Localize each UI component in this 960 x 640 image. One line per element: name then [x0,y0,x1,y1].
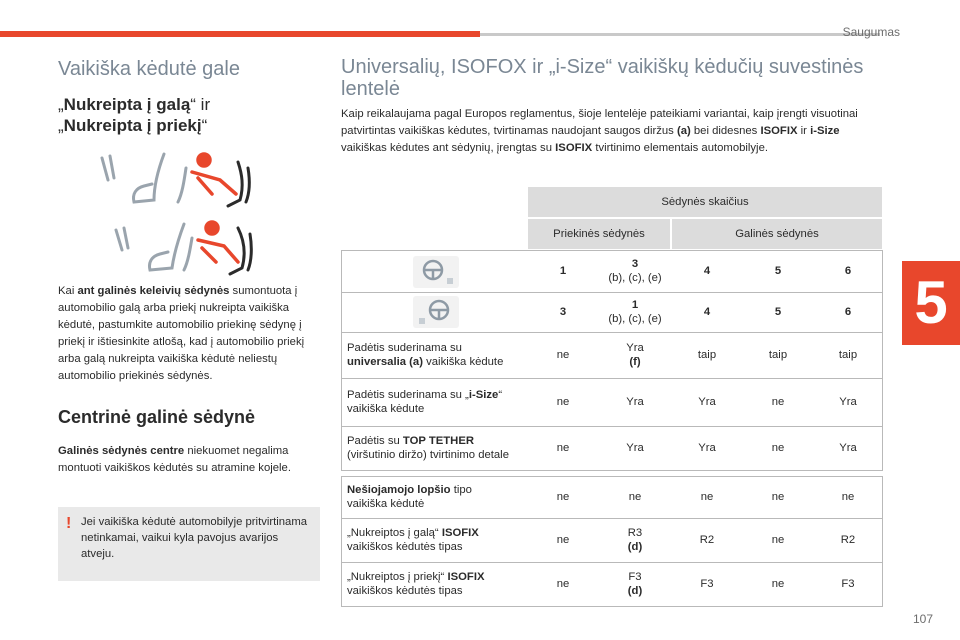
cell-r3-c3: Yra [698,396,716,408]
top-accent-bar [0,31,480,37]
cell-r2-c4: taip [768,349,788,361]
header-front-seats: Priekinės sėdynės [527,218,671,250]
warning-icon: ! [66,515,72,532]
center-seat-paragraph: Galinės sėdynės centre niekuomet negalima montuoti vaikiškos kėdutės su atramine kojele. [58,445,291,474]
chapter-title: Saugumas [842,25,900,39]
intro-paragraph: Kaip reikalaujama pagal Europos reglamentus, šioje lentelėje pateikiami variantai, kaip įrengti visuotinai patvirtintas vaikiškas kėdutes, tvirtinamas naudojant saugos diržus (a) bei didesnes ISOFIX ir i-Size vaikiškas kėdutes ant sėdynių, įrengtas su ISOFIX tvirtinimo elementais automobilyje. [341,108,858,154]
cell-r0-c1: 1 [559,265,567,277]
section-subtitle: „Nukreipta į galą“ ir „Nukreipta į priekį“ [58,95,211,135]
cell-r7-c1: ne [556,578,570,590]
cell-r2-c5: taip [838,349,858,361]
table-section-title: Universalių, ISOFOX ir „i-Size“ vaikiškų kėdučių suvestinės lentelė [341,56,864,100]
cell-r5-c5: ne [841,491,855,503]
cell-r2-c2: Yra (f) [626,342,644,368]
cell-r4-c4: ne [771,442,785,454]
cell-r1-c4: 5 [774,306,782,318]
cell-r6-c1: ne [556,534,570,546]
row-label-isize: Padėtis suderinama su „i-Size“ vaikiška kėdute [347,389,503,415]
forward-facing-seat-icon [116,224,192,270]
center-seat-title: Centrinė galinė sėdynė [58,407,256,427]
row-label-rear-isofix: „Nukreiptos į galą“ ISOFIX vaikiškos kėdutės tipas [347,527,479,553]
rear-seat-paragraph: Kai ant galinės keleivių sėdynės sumontuota į automobilio galą arba priekį nukreipta vaikiška kėdutė, pastumkite automobilio priekinę sėdynę į priekį ir ištiesinkite atlošą, kad į automobilio priekį arba galą nukreipta vaikiška kėdutė neliestų automobilio priekinės sėdynės. [58,285,305,382]
cell-r2-c1: ne [556,349,570,361]
cell-r1-c1: 3 [559,306,567,318]
child-in-seat-icon [192,154,236,194]
cell-r3-c2: Yra [626,396,644,408]
cell-r0-c3: 4 [703,265,711,277]
page-number: 107 [913,612,934,626]
warning-text: Jei vaikiška kėdutė automobilyje pritvirtinama netinkamai, vaikui kyla pavojus avarijos atveju. [81,516,308,560]
cell-r0-c4: 5 [774,265,782,277]
row-label-carrycot: Nešiojamojo lopšio tipo vaikiška kėdutė [347,484,472,510]
top-divider [480,33,880,36]
header-rear-seats: Galinės sėdynės [671,218,883,250]
cell-r7-c3: F3 [700,578,714,590]
cell-r4-c1: ne [556,442,570,454]
cell-r3-c5: Yra [839,396,857,408]
cell-r3-c4: ne [771,396,785,408]
cell-r0-c2: 3 (b), (c), (e) [608,258,662,284]
steering-wheel-right-icon [413,296,459,328]
left-column [58,56,320,136]
row-label-forward-isofix: „Nukreiptos į priekį“ ISOFIX vaikiškos kėdutės tipas [347,571,485,597]
row-label-universal: Padėtis suderinama su universalia (a) vaikiška kėdute [347,342,504,368]
cell-r4-c5: Yra [839,442,857,454]
header-seat-numbers: Sėdynės skaičius [527,186,883,218]
cell-r6-c4: ne [771,534,785,546]
cell-r3-c1: ne [556,396,570,408]
cell-r1-c3: 4 [703,306,711,318]
cell-r7-c5: F3 [841,578,855,590]
cell-r7-c4: ne [771,578,785,590]
warning-box [58,507,320,581]
cell-r0-c5: 6 [844,265,852,277]
cell-r5-c3: ne [700,491,714,503]
cell-r4-c2: Yra [626,442,644,454]
cell-r6-c2: R3 (d) [627,527,643,553]
cell-r5-c4: ne [771,491,785,503]
child-seat-illustration [88,150,258,290]
cell-r4-c3: Yra [698,442,716,454]
cell-r6-c3: R2 [699,534,715,546]
cell-r1-c5: 6 [844,306,852,318]
cell-r2-c3: taip [697,349,717,361]
child-forward-icon [198,222,238,262]
section-title: Vaikiška kėdutė gale [58,58,240,80]
cell-r7-c2: F3 (d) [627,571,643,597]
cell-r6-c5: R2 [840,534,856,546]
cell-r5-c1: ne [556,491,570,503]
steering-wheel-left-icon [413,256,459,288]
row-label-top-tether: Padėtis su TOP TETHER (viršutinio diržo) tvirtinimo detale [347,435,509,461]
chapter-tab [902,261,960,345]
cell-r1-c2: 1 (b), (c), (e) [608,299,662,325]
chapter-number: 5 [914,269,948,336]
top-bar [0,0,960,42]
cell-r5-c2: ne [628,491,642,503]
rear-facing-seat-icon [102,154,186,202]
